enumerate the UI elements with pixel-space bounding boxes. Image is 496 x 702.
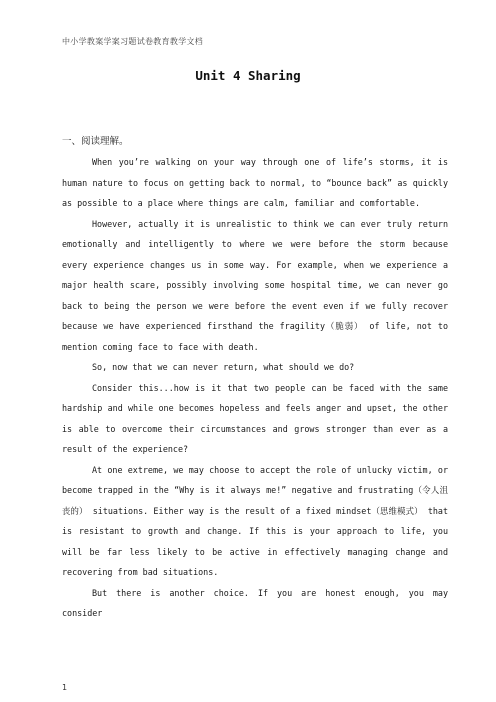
paragraph: So, now that we can never return, what should we do?	[92, 362, 355, 372]
paragraph: At one extreme, we may choose to accept the role of unlucky victim, or become trapped in the “Why is it always me!” negative and frustrating（令人沮丧的） situations. Either way is the result of a fixed mindset（思维模式） that is resistant to growth and change. If this is your approach to life, you will be far less likely to be active in effectively managing change and recovering from bad situations.	[62, 464, 448, 577]
paragraph: However, actually it is unrealistic to think we can ever truly return emotionally and intelligently to where we were before the storm because every experience changes us in some way. For example, when we experience a major health scare, possibly involving some hospital time, we can never go back to being the person we were before the event even if we fully recover because we have experienced firsthand the fragility（脆弱） of life, not to mention coming face to face with death.	[62, 218, 448, 352]
paragraph: But there is another choice. If you are honest enough, you may consider	[62, 587, 448, 618]
document-title: Unit 4 Sharing	[195, 68, 301, 83]
section-heading: 一、阅读理解。	[62, 136, 129, 147]
paragraph: Consider this...how is it that two people can be faced with the same hardship and while one becomes hopeless and feels anger and upset, the other is able to overcome their circumstances and grows stronger than ever as a result of the experience?	[62, 382, 448, 454]
page-header: 中小学教案学案习题试卷教育教学文档	[62, 37, 204, 46]
paragraph: When you’re walking on your way through one of life’s storms, it is human nature to focus on getting back to normal, to “bounce back” as quickly as possible to a place where things are calm, familiar and comfortable.	[62, 157, 448, 208]
reading-passage	[62, 152, 448, 624]
page-number: 1	[62, 683, 68, 692]
